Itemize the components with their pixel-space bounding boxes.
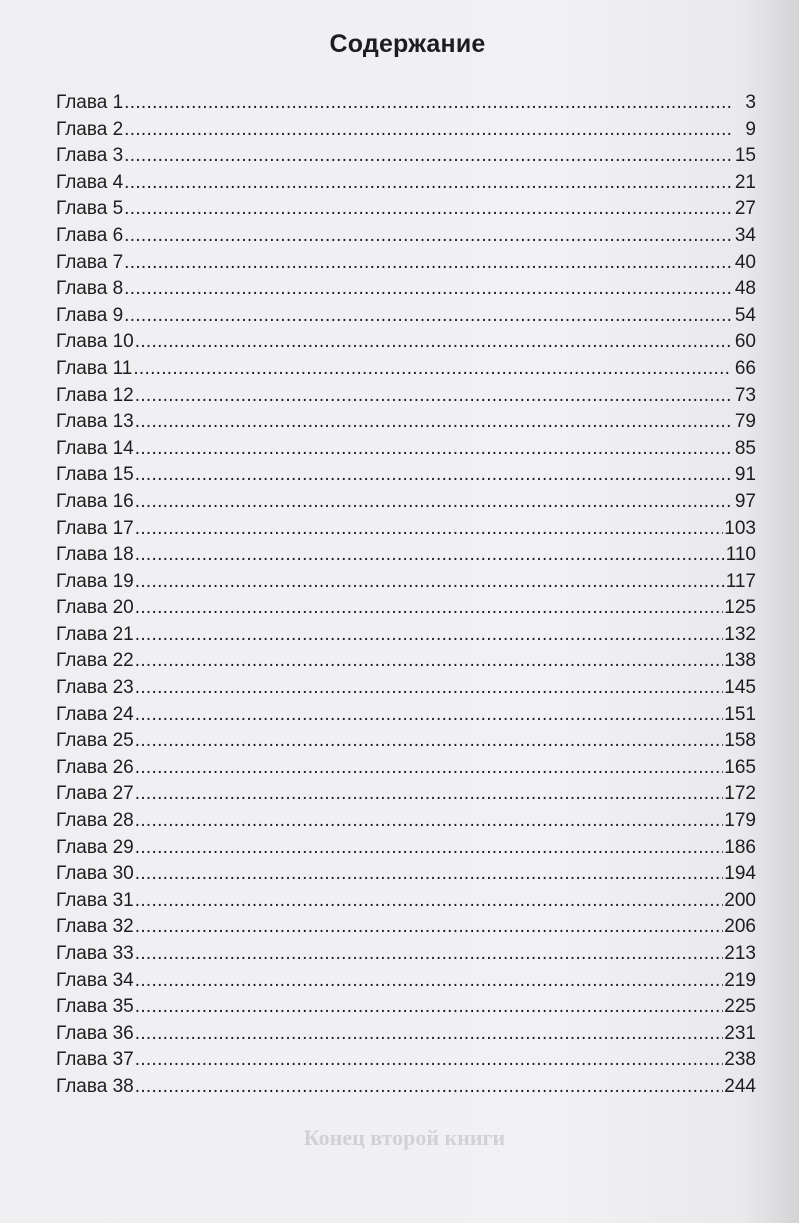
toc-entry [56, 436, 756, 463]
dot-leader [135, 383, 731, 410]
toc-entry [56, 968, 756, 995]
dot-leader [124, 196, 731, 223]
page-number: 132 [724, 623, 756, 645]
dot-leader [135, 516, 724, 543]
toc-entry [56, 941, 756, 968]
toc-entry [56, 276, 756, 303]
dot-leader [135, 888, 724, 915]
page-number: 27 [734, 198, 756, 220]
toc-entry [56, 303, 756, 330]
page-number: 225 [724, 996, 756, 1018]
dot-leader [135, 329, 731, 356]
toc-entry [56, 808, 756, 835]
dot-leader [124, 143, 731, 170]
chapter-label: Глава 33 [56, 943, 134, 964]
page-number: 40 [734, 251, 756, 273]
page-number: 48 [734, 278, 756, 300]
dot-leader [135, 808, 724, 835]
chapter-label: Глава 34 [56, 969, 134, 991]
page-number: 97 [734, 490, 756, 512]
chapter-label: Глава 16 [56, 490, 134, 512]
page-number: 34 [734, 224, 756, 246]
chapter-label: Глава 22 [56, 650, 134, 672]
dot-leader [135, 968, 724, 995]
dot-leader [135, 914, 724, 941]
chapter-label: Глава 10 [56, 331, 134, 353]
toc-entry [56, 755, 756, 782]
toc-entry [56, 250, 756, 277]
dot-leader [135, 648, 724, 675]
page-number: 110 [725, 544, 756, 566]
chapter-label: Глава 32 [56, 916, 134, 938]
toc-entry [56, 462, 756, 489]
dot-leader [135, 1074, 724, 1101]
page-number: 238 [724, 1049, 756, 1071]
dot-leader [135, 1047, 724, 1074]
dot-leader [135, 409, 731, 436]
chapter-label: Глава 28 [56, 810, 134, 832]
dot-leader [135, 622, 724, 649]
page-number: 231 [724, 1022, 756, 1044]
toc-entry [56, 542, 756, 569]
page-number: 91 [734, 464, 756, 486]
toc-entry [56, 861, 756, 888]
dot-leader [133, 356, 731, 383]
toc-entry [56, 409, 756, 436]
toc-entry [56, 728, 756, 755]
toc-entry [56, 117, 756, 144]
page-number: 206 [724, 916, 756, 938]
toc-entry [56, 1047, 756, 1074]
dot-leader [135, 861, 724, 888]
toc-entry [56, 835, 756, 862]
dot-leader [135, 542, 725, 569]
chapter-label: Глава 3 [56, 145, 124, 167]
chapter-label: Глава 19 [56, 570, 134, 592]
dot-leader [135, 941, 724, 968]
toc-entry [56, 1074, 756, 1101]
chapter-label: Глава 21 [56, 623, 134, 645]
toc-entry [56, 994, 756, 1021]
page-number: 213 [724, 943, 756, 964]
toc-entry [56, 914, 756, 941]
chapter-label: Глава 6 [56, 224, 124, 246]
page-number: 125 [724, 597, 756, 619]
toc-entry [56, 516, 756, 543]
dot-leader [135, 781, 724, 808]
chapter-label: Глава 7 [56, 251, 124, 273]
dot-leader [135, 835, 724, 862]
page-number: 151 [724, 703, 756, 725]
page-number: 165 [724, 756, 756, 778]
table-of-contents [56, 90, 756, 1101]
dot-leader [124, 303, 731, 330]
page-number: 145 [724, 677, 756, 699]
chapter-label: Глава 29 [56, 836, 134, 858]
page-number: 138 [724, 650, 756, 672]
toc-entry [56, 383, 756, 410]
chapter-label: Глава 35 [56, 996, 134, 1018]
toc-entry [56, 1021, 756, 1048]
bleed-through-heading: Конец второй книги [303, 1125, 506, 1150]
toc-entry [56, 196, 756, 223]
chapter-label: Глава 38 [56, 1075, 134, 1097]
page-number: 179 [724, 810, 756, 832]
chapter-label: Глава 17 [56, 517, 134, 539]
chapter-label: Глава 12 [56, 384, 134, 406]
dot-leader [135, 1021, 724, 1048]
page-number: 172 [724, 783, 756, 805]
toc-entry [56, 356, 756, 383]
dot-leader [124, 90, 731, 117]
dot-leader [135, 569, 725, 596]
toc-entry [56, 702, 756, 729]
dot-leader [135, 489, 731, 516]
toc-entry [56, 489, 756, 516]
chapter-label: Глава 4 [56, 171, 124, 193]
page-number: 21 [734, 171, 756, 193]
toc-entry [56, 143, 756, 170]
dot-leader [135, 994, 724, 1021]
toc-entry [56, 90, 756, 117]
dot-leader [124, 223, 731, 250]
page-number: 244 [724, 1075, 756, 1097]
dot-leader [135, 702, 724, 729]
page-title: Содержание [329, 30, 486, 58]
chapter-label: Глава 25 [56, 730, 134, 752]
toc-entry [56, 888, 756, 915]
chapter-label: Глава 37 [56, 1049, 134, 1071]
toc-entry [56, 781, 756, 808]
page-number: 3 [745, 92, 756, 113]
chapter-label: Глава 5 [56, 198, 124, 220]
page-number: 85 [734, 437, 756, 459]
page-number: 117 [725, 570, 756, 592]
page-number: 200 [724, 889, 756, 911]
page-number: 73 [734, 384, 756, 406]
toc-entry [56, 569, 756, 596]
toc-entry [56, 648, 756, 675]
toc-entry [56, 595, 756, 622]
chapter-label: Глава 8 [56, 278, 124, 300]
toc-entry [56, 622, 756, 649]
chapter-label: Глава 26 [56, 756, 134, 778]
toc-entry [56, 223, 756, 250]
chapter-label: Глава 27 [56, 783, 134, 805]
page-number: 219 [724, 969, 756, 991]
dot-leader [135, 462, 731, 489]
page-number: 60 [734, 331, 756, 353]
toc-entry [56, 675, 756, 702]
chapter-label: Глава 1 [56, 92, 124, 113]
chapter-label: Глава 11 [56, 357, 133, 379]
toc-entry [56, 170, 756, 197]
toc-entry [56, 329, 756, 356]
chapter-label: Глава 30 [56, 863, 134, 885]
dot-leader [135, 755, 724, 782]
page-number: 15 [734, 145, 756, 167]
chapter-label: Глава 2 [56, 118, 124, 140]
dot-leader [135, 436, 731, 463]
page-number: 79 [734, 411, 756, 433]
dot-leader [135, 675, 724, 702]
chapter-label: Глава 9 [56, 304, 124, 326]
dot-leader [124, 170, 731, 197]
chapter-label: Глава 24 [56, 703, 134, 725]
chapter-label: Глава 31 [56, 889, 134, 911]
chapter-label: Глава 36 [56, 1022, 134, 1044]
chapter-label: Глава 14 [56, 437, 134, 459]
dot-leader [124, 276, 731, 303]
page-number: 158 [724, 730, 756, 752]
chapter-label: Глава 23 [56, 677, 134, 699]
dot-leader [135, 728, 724, 755]
chapter-label: Глава 15 [56, 464, 134, 486]
page-number: 186 [724, 836, 756, 858]
dot-leader [124, 250, 731, 277]
page-number: 54 [734, 304, 756, 326]
chapter-label: Глава 20 [56, 597, 134, 619]
page-number: 103 [724, 517, 756, 539]
dot-leader [124, 117, 731, 144]
chapter-label: Глава 18 [56, 544, 134, 566]
page-number: 9 [745, 118, 756, 140]
page-number: 66 [734, 357, 756, 379]
chapter-label: Глава 13 [56, 411, 134, 433]
dot-leader [135, 595, 724, 622]
page-number: 194 [724, 863, 756, 885]
